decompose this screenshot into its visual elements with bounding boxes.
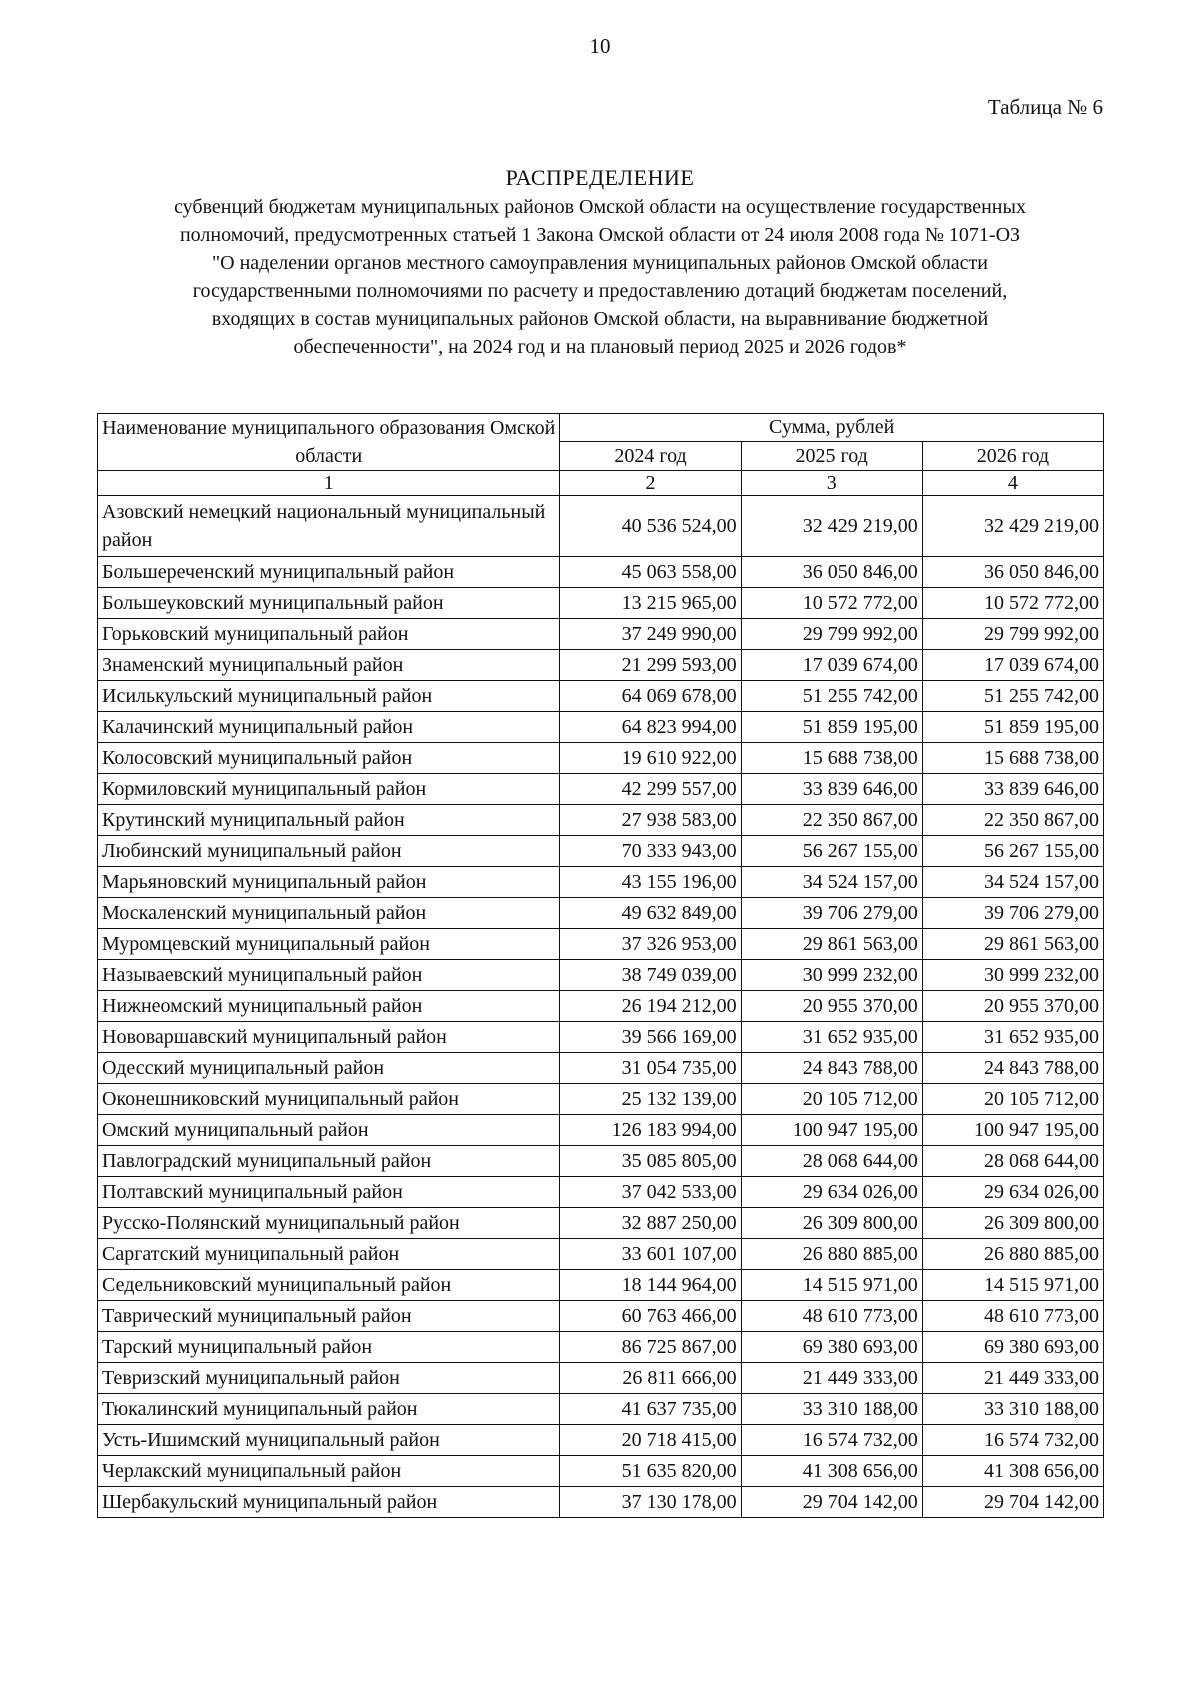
amount-y2026: 33 310 188,00 bbox=[922, 1394, 1103, 1425]
district-name: Русско-Полянский муниципальный район bbox=[98, 1208, 560, 1239]
table-row bbox=[98, 1363, 1104, 1394]
table-row bbox=[98, 1115, 1104, 1146]
amount-y2026: 51 255 742,00 bbox=[922, 681, 1103, 712]
district-name: Усть-Ишимский муниципальный район bbox=[98, 1425, 560, 1456]
amount-y2026: 26 309 800,00 bbox=[922, 1208, 1103, 1239]
table-row bbox=[98, 1022, 1104, 1053]
amount-y2026: 14 515 971,00 bbox=[922, 1270, 1103, 1301]
table-row bbox=[98, 1425, 1104, 1456]
district-name: Нововаршавский муниципальный район bbox=[98, 1022, 560, 1053]
district-name: Большереченский муниципальный район bbox=[98, 557, 560, 588]
amount-y2026: 69 380 693,00 bbox=[922, 1332, 1103, 1363]
amount-y2026: 32 429 219,00 bbox=[922, 496, 1103, 557]
district-name: Большеуковский муниципальный район bbox=[98, 588, 560, 619]
amount-y2024: 32 887 250,00 bbox=[560, 1208, 741, 1239]
amount-y2024: 40 536 524,00 bbox=[560, 496, 741, 557]
amount-y2025: 28 068 644,00 bbox=[741, 1146, 922, 1177]
document-title-block bbox=[100, 163, 1100, 361]
amount-y2024: 37 042 533,00 bbox=[560, 1177, 741, 1208]
table-row bbox=[98, 867, 1104, 898]
district-name: Знаменский муниципальный район bbox=[98, 650, 560, 681]
header-name-column: Наименование муниципального образования Омской области bbox=[98, 414, 560, 471]
table-row bbox=[98, 898, 1104, 929]
amount-y2024: 45 063 558,00 bbox=[560, 557, 741, 588]
amount-y2025: 21 449 333,00 bbox=[741, 1363, 922, 1394]
header-year-2026: 2026 год bbox=[922, 442, 1103, 471]
amount-y2026: 28 068 644,00 bbox=[922, 1146, 1103, 1177]
district-name: Тюкалинский муниципальный район bbox=[98, 1394, 560, 1425]
amount-y2025: 51 255 742,00 bbox=[741, 681, 922, 712]
amount-y2026: 33 839 646,00 bbox=[922, 774, 1103, 805]
document-subtitle bbox=[100, 193, 1100, 361]
table-body bbox=[98, 496, 1104, 1518]
amount-y2025: 26 309 800,00 bbox=[741, 1208, 922, 1239]
amount-y2026: 36 050 846,00 bbox=[922, 557, 1103, 588]
subtitle-line: "О наделении органов местного самоуправления муниципальных районов Омской области bbox=[211, 252, 989, 274]
amount-y2026: 48 610 773,00 bbox=[922, 1301, 1103, 1332]
table-row bbox=[98, 1394, 1104, 1425]
amount-y2024: 60 763 466,00 bbox=[560, 1301, 741, 1332]
amount-y2026: 26 880 885,00 bbox=[922, 1239, 1103, 1270]
amount-y2025: 29 704 142,00 bbox=[741, 1487, 922, 1518]
subtitle-line: входящих в состав муниципальных районов Омской области, на выравнивание бюджетной bbox=[211, 308, 989, 330]
column-number: 3 bbox=[741, 471, 922, 496]
table-row bbox=[98, 836, 1104, 867]
amount-y2026: 20 105 712,00 bbox=[922, 1084, 1103, 1115]
amount-y2024: 31 054 735,00 bbox=[560, 1053, 741, 1084]
district-name: Нижнеомский муниципальный район bbox=[98, 991, 560, 1022]
amount-y2025: 29 634 026,00 bbox=[741, 1177, 922, 1208]
amount-y2025: 33 310 188,00 bbox=[741, 1394, 922, 1425]
district-name: Павлоградский муниципальный район bbox=[98, 1146, 560, 1177]
district-name: Омский муниципальный район bbox=[98, 1115, 560, 1146]
district-name: Любинский муниципальный район bbox=[98, 836, 560, 867]
subtitle-line: субвенций бюджетам муниципальных районов Омской области на осуществление государственных bbox=[174, 196, 1026, 218]
subventions-table bbox=[97, 413, 1104, 1518]
amount-y2024: 13 215 965,00 bbox=[560, 588, 741, 619]
amount-y2025: 100 947 195,00 bbox=[741, 1115, 922, 1146]
amount-y2025: 20 955 370,00 bbox=[741, 991, 922, 1022]
amount-y2026: 22 350 867,00 bbox=[922, 805, 1103, 836]
amount-y2026: 15 688 738,00 bbox=[922, 743, 1103, 774]
amount-y2024: 70 333 943,00 bbox=[560, 836, 741, 867]
amount-y2025: 33 839 646,00 bbox=[741, 774, 922, 805]
table-row bbox=[98, 619, 1104, 650]
district-name: Азовский немецкий национальный муниципальный район bbox=[98, 496, 560, 557]
column-number: 1 bbox=[98, 471, 560, 496]
district-name: Полтавский муниципальный район bbox=[98, 1177, 560, 1208]
amount-y2026: 16 574 732,00 bbox=[922, 1425, 1103, 1456]
table-row bbox=[98, 743, 1104, 774]
table-row bbox=[98, 1270, 1104, 1301]
table-row bbox=[98, 774, 1104, 805]
amount-y2026: 17 039 674,00 bbox=[922, 650, 1103, 681]
amount-y2025: 10 572 772,00 bbox=[741, 588, 922, 619]
amount-y2024: 33 601 107,00 bbox=[560, 1239, 741, 1270]
amount-y2026: 56 267 155,00 bbox=[922, 836, 1103, 867]
amount-y2026: 31 652 935,00 bbox=[922, 1022, 1103, 1053]
amount-y2025: 34 524 157,00 bbox=[741, 867, 922, 898]
table-row bbox=[98, 588, 1104, 619]
amount-y2024: 64 823 994,00 bbox=[560, 712, 741, 743]
district-name: Шербакульский муниципальный район bbox=[98, 1487, 560, 1518]
amount-y2026: 20 955 370,00 bbox=[922, 991, 1103, 1022]
table-row bbox=[98, 712, 1104, 743]
amount-y2026: 100 947 195,00 bbox=[922, 1115, 1103, 1146]
amount-y2025: 29 861 563,00 bbox=[741, 929, 922, 960]
amount-y2024: 39 566 169,00 bbox=[560, 1022, 741, 1053]
header-sum-column: Сумма, рублей bbox=[560, 414, 1104, 442]
district-name: Марьяновский муниципальный район bbox=[98, 867, 560, 898]
district-name: Горьковский муниципальный район bbox=[98, 619, 560, 650]
column-number: 4 bbox=[922, 471, 1103, 496]
table-row bbox=[98, 1177, 1104, 1208]
district-name: Колосовский муниципальный район bbox=[98, 743, 560, 774]
amount-y2026: 10 572 772,00 bbox=[922, 588, 1103, 619]
subtitle-line: государственными полномочиями по расчету и предоставлению дотаций бюджетам поселений, bbox=[192, 280, 1008, 302]
amount-y2024: 37 249 990,00 bbox=[560, 619, 741, 650]
table-row bbox=[98, 1053, 1104, 1084]
amount-y2024: 26 811 666,00 bbox=[560, 1363, 741, 1394]
amount-y2026: 29 861 563,00 bbox=[922, 929, 1103, 960]
amount-y2026: 29 634 026,00 bbox=[922, 1177, 1103, 1208]
amount-y2024: 86 725 867,00 bbox=[560, 1332, 741, 1363]
district-name: Москаленский муниципальный район bbox=[98, 898, 560, 929]
amount-y2025: 24 843 788,00 bbox=[741, 1053, 922, 1084]
amount-y2024: 41 637 735,00 bbox=[560, 1394, 741, 1425]
district-name: Тарский муниципальный район bbox=[98, 1332, 560, 1363]
amount-y2024: 21 299 593,00 bbox=[560, 650, 741, 681]
amount-y2025: 17 039 674,00 bbox=[741, 650, 922, 681]
amount-y2024: 25 132 139,00 bbox=[560, 1084, 741, 1115]
table-row bbox=[98, 1456, 1104, 1487]
table-number-label: Таблица № 6 bbox=[987, 95, 1103, 119]
table-row bbox=[98, 681, 1104, 712]
amount-y2024: 27 938 583,00 bbox=[560, 805, 741, 836]
amount-y2024: 37 326 953,00 bbox=[560, 929, 741, 960]
table-row bbox=[98, 1208, 1104, 1239]
district-name: Одесский муниципальный район bbox=[98, 1053, 560, 1084]
amount-y2025: 15 688 738,00 bbox=[741, 743, 922, 774]
amount-y2025: 30 999 232,00 bbox=[741, 960, 922, 991]
amount-y2024: 64 069 678,00 bbox=[560, 681, 741, 712]
table-row bbox=[98, 496, 1104, 557]
district-name: Таврический муниципальный район bbox=[98, 1301, 560, 1332]
district-name: Тевризский муниципальный район bbox=[98, 1363, 560, 1394]
amount-y2025: 16 574 732,00 bbox=[741, 1425, 922, 1456]
table-row bbox=[98, 929, 1104, 960]
district-name: Седельниковский муниципальный район bbox=[98, 1270, 560, 1301]
district-name: Черлакский муниципальный район bbox=[98, 1456, 560, 1487]
amount-y2026: 29 799 992,00 bbox=[922, 619, 1103, 650]
amount-y2024: 42 299 557,00 bbox=[560, 774, 741, 805]
amount-y2024: 49 632 849,00 bbox=[560, 898, 741, 929]
amount-y2025: 26 880 885,00 bbox=[741, 1239, 922, 1270]
amount-y2025: 29 799 992,00 bbox=[741, 619, 922, 650]
amount-y2024: 35 085 805,00 bbox=[560, 1146, 741, 1177]
amount-y2024: 18 144 964,00 bbox=[560, 1270, 741, 1301]
subtitle-line: обеспеченности", на 2024 год и на плановый период 2025 и 2026 годов* bbox=[293, 336, 907, 358]
table-row bbox=[98, 1332, 1104, 1363]
district-name: Саргатский муниципальный район bbox=[98, 1239, 560, 1270]
amount-y2025: 41 308 656,00 bbox=[741, 1456, 922, 1487]
table-row bbox=[98, 1301, 1104, 1332]
table-row bbox=[98, 1084, 1104, 1115]
subtitle-line: полномочий, предусмотренных статьей 1 Закона Омской области от 24 июля 2008 года № 1071-ОЗ bbox=[179, 224, 1021, 246]
column-number: 2 bbox=[560, 471, 741, 496]
amount-y2025: 69 380 693,00 bbox=[741, 1332, 922, 1363]
amount-y2025: 31 652 935,00 bbox=[741, 1022, 922, 1053]
amount-y2025: 39 706 279,00 bbox=[741, 898, 922, 929]
district-name: Оконешниковский муниципальный район bbox=[98, 1084, 560, 1115]
table-row bbox=[98, 991, 1104, 1022]
amount-y2024: 126 183 994,00 bbox=[560, 1115, 741, 1146]
header-year-2024: 2024 год bbox=[560, 442, 741, 471]
table-row bbox=[98, 1239, 1104, 1270]
district-name: Кормиловский муниципальный район bbox=[98, 774, 560, 805]
amount-y2025: 51 859 195,00 bbox=[741, 712, 922, 743]
header-year-2025: 2025 год bbox=[741, 442, 922, 471]
amount-y2024: 37 130 178,00 bbox=[560, 1487, 741, 1518]
amount-y2024: 19 610 922,00 bbox=[560, 743, 741, 774]
district-name: Называевский муниципальный район bbox=[98, 960, 560, 991]
amount-y2026: 41 308 656,00 bbox=[922, 1456, 1103, 1487]
amount-y2024: 20 718 415,00 bbox=[560, 1425, 741, 1456]
table-row bbox=[98, 650, 1104, 681]
amount-y2026: 34 524 157,00 bbox=[922, 867, 1103, 898]
district-name: Калачинский муниципальный район bbox=[98, 712, 560, 743]
amount-y2026: 51 859 195,00 bbox=[922, 712, 1103, 743]
amount-y2025: 32 429 219,00 bbox=[741, 496, 922, 557]
district-name: Крутинский муниципальный район bbox=[98, 805, 560, 836]
table-row bbox=[98, 557, 1104, 588]
amount-y2024: 38 749 039,00 bbox=[560, 960, 741, 991]
amount-y2026: 24 843 788,00 bbox=[922, 1053, 1103, 1084]
table-row bbox=[98, 805, 1104, 836]
table-row bbox=[98, 1487, 1104, 1518]
amount-y2025: 36 050 846,00 bbox=[741, 557, 922, 588]
amount-y2025: 48 610 773,00 bbox=[741, 1301, 922, 1332]
document-title: РАСПРЕДЕЛЕНИЕ bbox=[505, 165, 695, 190]
amount-y2026: 30 999 232,00 bbox=[922, 960, 1103, 991]
amount-y2026: 39 706 279,00 bbox=[922, 898, 1103, 929]
amount-y2024: 51 635 820,00 bbox=[560, 1456, 741, 1487]
district-name: Исилькульский муниципальный район bbox=[98, 681, 560, 712]
amount-y2024: 43 155 196,00 bbox=[560, 867, 741, 898]
amount-y2024: 26 194 212,00 bbox=[560, 991, 741, 1022]
amount-y2026: 21 449 333,00 bbox=[922, 1363, 1103, 1394]
amount-y2025: 22 350 867,00 bbox=[741, 805, 922, 836]
table-row bbox=[98, 1146, 1104, 1177]
amount-y2025: 20 105 712,00 bbox=[741, 1084, 922, 1115]
page-number: 10 bbox=[589, 34, 611, 58]
amount-y2025: 14 515 971,00 bbox=[741, 1270, 922, 1301]
table-row bbox=[98, 960, 1104, 991]
amount-y2025: 56 267 155,00 bbox=[741, 836, 922, 867]
district-name: Муромцевский муниципальный район bbox=[98, 929, 560, 960]
amount-y2026: 29 704 142,00 bbox=[922, 1487, 1103, 1518]
